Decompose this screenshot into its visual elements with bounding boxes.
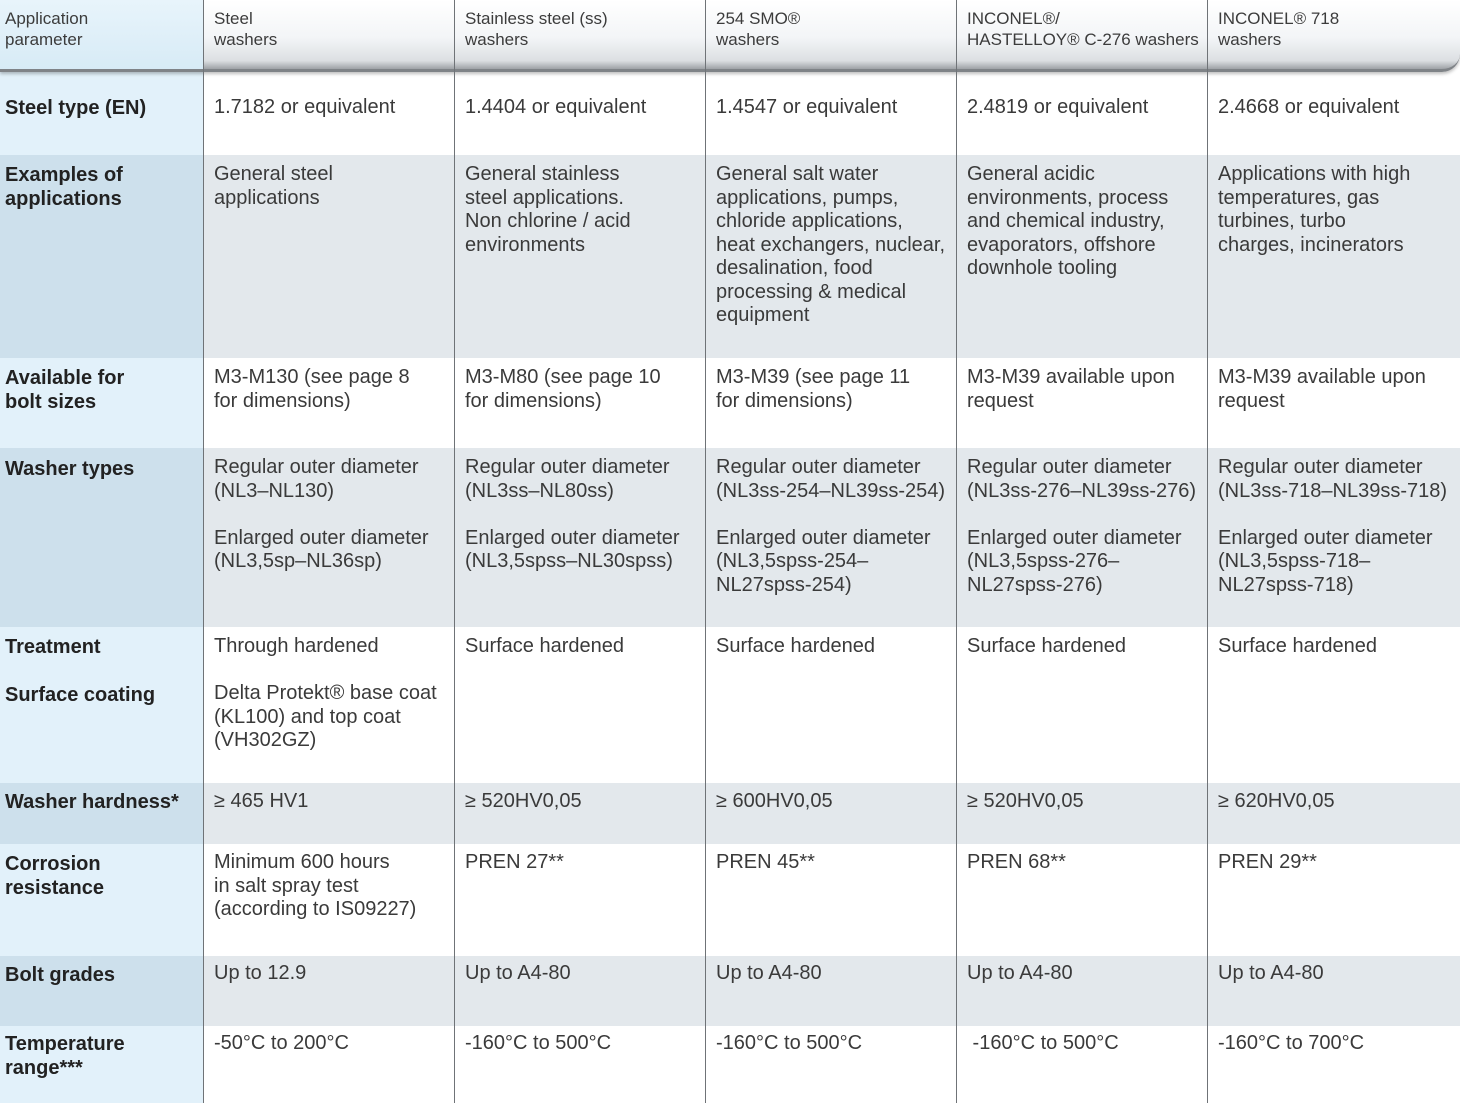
table-cell: M3-M39 available upon request — [967, 366, 1175, 412]
row-label: Available for bolt sizes — [0, 358, 203, 448]
row-temperature — [0, 1026, 1460, 1103]
table-cell: ≥ 520HV0,05 — [465, 790, 582, 812]
row-label: Bolt grades — [0, 956, 203, 1026]
row-washer-types — [0, 448, 1460, 627]
row-bolt-grades — [0, 956, 1460, 1026]
header-inconel-hastelloy-washers: INCONEL®/ HASTELLOY® C-276 washers — [967, 9, 1199, 49]
table-cell: M3-M39 (see page 11 for dimensions) — [716, 366, 911, 412]
table-cell: Up to 12.9 — [214, 962, 307, 984]
table-cell: General salt water applications, pumps, chloride applications, heat exchangers, nuclear, desalination, food processing & medical equipment — [716, 163, 946, 326]
column-divider — [705, 0, 706, 1103]
row-label: Treatment Surface coating — [0, 627, 203, 783]
table-cell: Up to A4-80 — [967, 962, 1073, 984]
table-cell: Surface hardened — [1218, 635, 1378, 657]
table-cell: Regular outer diameter (NL3ss-718–NL39ss-718) Enlarged outer diameter (NL3,5spss-718– NL27spss-718) — [1218, 456, 1448, 596]
table-cell: Surface hardened — [465, 635, 625, 657]
table-cell: -160°C to 500°C — [716, 1032, 863, 1054]
table-cell: -160°C to 500°C — [967, 1032, 1119, 1054]
row-label: Steel type (EN) — [0, 72, 203, 155]
table-cell: 2.4668 or equivalent — [1218, 96, 1400, 118]
table-cell: Up to A4-80 — [465, 962, 571, 984]
row-label: Washer hardness* — [0, 783, 203, 844]
table-cell: ≥ 520HV0,05 — [967, 790, 1084, 812]
table-cell: 1.4404 or equivalent — [465, 96, 647, 118]
table-cell: M3-M80 (see page 10 for dimensions) — [465, 366, 661, 412]
header-stainless-washers: Stainless steel (ss) washers — [465, 9, 608, 49]
row-steel-type — [0, 72, 1460, 155]
table-cell: ≥ 620HV0,05 — [1218, 790, 1335, 812]
table-cell: Applications with high temperatures, gas turbines, turbo charges, incinerators — [1218, 163, 1411, 256]
table-cell: ≥ 465 HV1 — [214, 790, 309, 812]
table-cell: PREN 45** — [716, 851, 815, 873]
table-cell: M3-M39 available upon request — [1218, 366, 1426, 412]
table-cell: Regular outer diameter (NL3–NL130) Enlarged outer diameter (NL3,5sp–NL36sp) — [214, 456, 429, 572]
column-divider — [454, 0, 455, 1103]
table-cell: Through hardened Delta Protekt® base coat (KL100) and top coat (VH302GZ) — [214, 635, 437, 751]
table-cell: 2.4819 or equivalent — [967, 96, 1149, 118]
column-divider — [203, 0, 204, 1103]
table-cell: PREN 68** — [967, 851, 1066, 873]
row-label: Washer types — [0, 448, 203, 627]
row-label: Examples of applications — [0, 155, 203, 358]
table-cell: ≥ 600HV0,05 — [716, 790, 833, 812]
table-cell: General stainless steel applications. Non chlorine / acid environments — [465, 163, 631, 256]
row-corrosion — [0, 844, 1460, 956]
table-cell: Regular outer diameter (NL3ss-276–NL39ss-276) Enlarged outer diameter (NL3,5spss-276– NL27spss-276) — [967, 456, 1197, 596]
row-hardness — [0, 783, 1460, 844]
column-divider — [1207, 0, 1208, 1103]
table-cell: Up to A4-80 — [716, 962, 822, 984]
table-cell: Regular outer diameter (NL3ss–NL80ss) Enlarged outer diameter (NL3,5spss–NL30spss) — [465, 456, 680, 572]
table-cell: -160°C to 500°C — [465, 1032, 612, 1054]
table-cell: General steel applications — [214, 163, 333, 209]
table-cell: Regular outer diameter (NL3ss-254–NL39ss-254) Enlarged outer diameter (NL3,5spss-254– NL27spss-254) — [716, 456, 946, 596]
table-cell: Surface hardened — [716, 635, 876, 657]
table-cell: PREN 29** — [1218, 851, 1317, 873]
table-cell: Surface hardened — [967, 635, 1127, 657]
column-divider — [956, 0, 957, 1103]
table-cell: General acidic environments, process and chemical industry, evaporators, offshore downhole tooling — [967, 163, 1169, 279]
header-parameter: Application parameter — [0, 0, 203, 69]
row-applications — [0, 155, 1460, 358]
row-label: Corrosion resistance — [0, 844, 203, 956]
row-label: Temperature range*** — [0, 1026, 203, 1103]
header-254smo-washers: 254 SMO® washers — [716, 9, 801, 49]
table-header — [0, 0, 1460, 72]
table-cell: PREN 27** — [465, 851, 564, 873]
row-bolt-sizes — [0, 358, 1460, 448]
table-cell: 1.4547 or equivalent — [716, 96, 898, 118]
header-steel-washers: Steel washers — [214, 9, 278, 49]
table-cell: Minimum 600 hours in salt spray test (according to IS09227) — [214, 851, 417, 920]
header-inconel718-washers: INCONEL® 718 washers — [1218, 9, 1340, 49]
table-cell: -160°C to 700°C — [1218, 1032, 1365, 1054]
table-cell: Up to A4-80 — [1218, 962, 1324, 984]
table-cell: -50°C to 200°C — [214, 1032, 349, 1054]
table-cell: M3-M130 (see page 8 for dimensions) — [214, 366, 410, 412]
row-treatment — [0, 627, 1460, 783]
table-cell: 1.7182 or equivalent — [214, 96, 396, 118]
